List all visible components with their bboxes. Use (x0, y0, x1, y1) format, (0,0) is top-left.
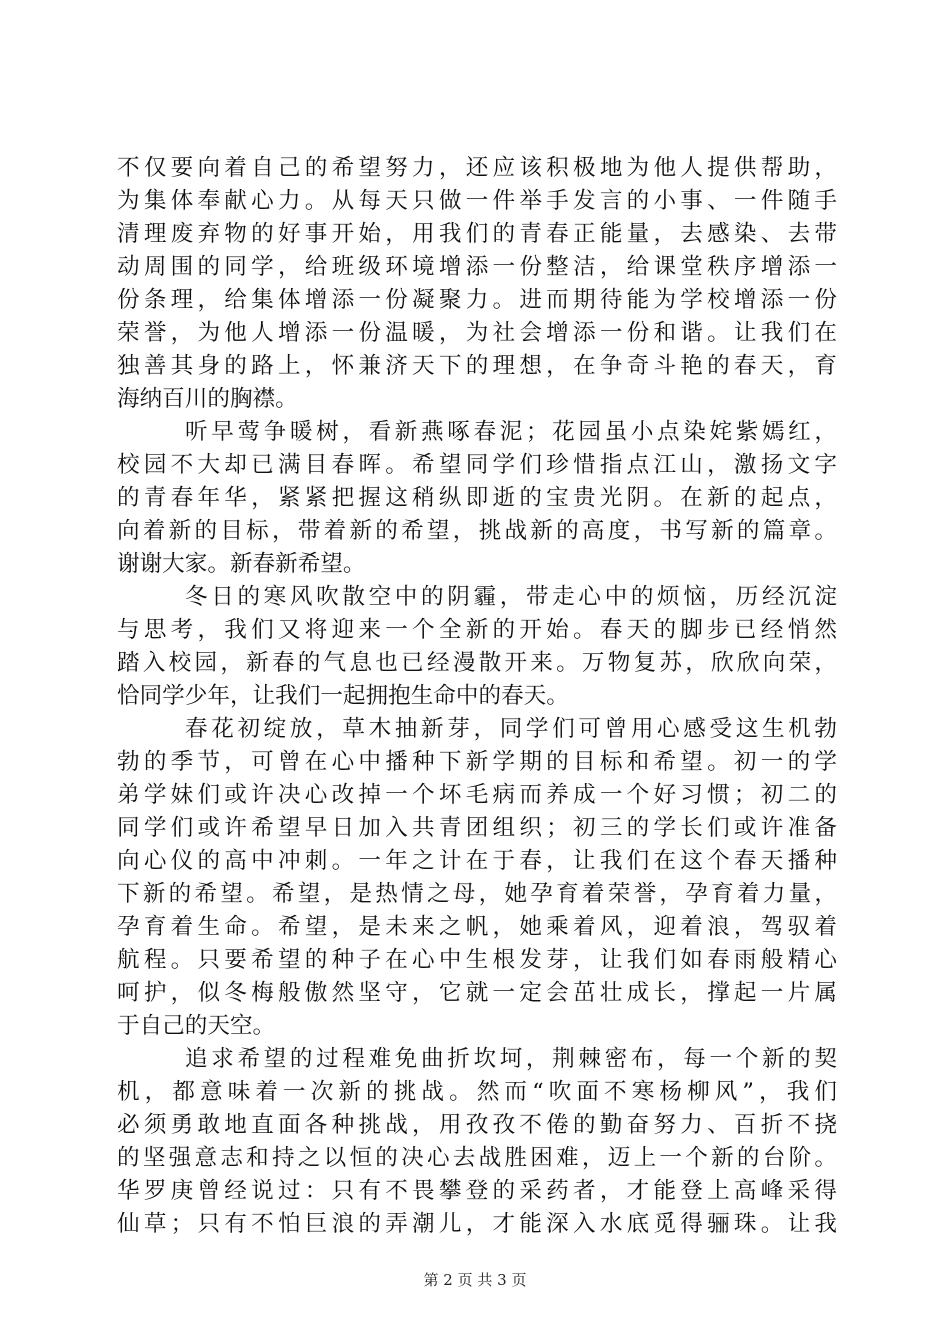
text-line: 仙草；只有不怕巨浪的弄潮儿，才能深入水底觅得骊珠。让我 (117, 1211, 837, 1237)
text-line: 动周围的同学，给班级环境增添一份整洁，给课堂秩序增添一 (117, 254, 837, 280)
text-line: 荣誉，为他人增添一份温暖，为社会增添一份和谐。让我们在 (117, 320, 837, 346)
text-line: 航程。只要希望的种子在心中生根发芽，让我们如春雨般精心 (117, 947, 837, 973)
text-line: 清理废弃物的好事开始，用我们的青春正能量，去感染、去带 (117, 221, 837, 247)
text-line: 独善其身的路上，怀兼济天下的理想，在争奇斗艳的春天，育 (117, 353, 837, 379)
text-line: 的青春年华，紧紧把握这稍纵即逝的宝贵光阴。在新的起点， (117, 485, 837, 511)
text-line: 勃的季节，可曾在心中播种下新学期的目标和希望。初一的学 (117, 749, 837, 775)
text-line: 校园不大却已满目春晖。希望同学们珍惜指点江山，激扬文字 (117, 452, 837, 478)
text-line: 华罗庚曾经说过：只有不畏攀登的采药者，才能登上高峰采得 (117, 1178, 837, 1204)
text-line: 听早莺争暖树，看新燕啄春泥；花园虽小点染姹紫嫣红， (185, 419, 837, 445)
text-line: 追求希望的过程难免曲折坎坷，荆棘密布，每一个新的契 (185, 1046, 837, 1072)
text-line: 海纳百川的胸襟。 (117, 386, 298, 412)
text-line: 冬日的寒风吹散空中的阴霾，带走心中的烦恼，历经沉淀 (185, 584, 837, 610)
text-line: 谢谢大家。新春新希望。 (117, 551, 366, 577)
text-line: 必须勇敢地直面各种挑战，用孜孜不倦的勤奋努力、百折不挠 (117, 1112, 837, 1138)
text-line: 弟学妹们或许决心改掉一个坏毛病而养成一个好习惯；初二的 (117, 782, 837, 808)
text-line: 孕育着生命。希望，是未来之帆，她乘着风，迎着浪，驾驭着 (117, 914, 837, 940)
text-line: 春花初绽放，草木抽新芽，同学们可曾用心感受这生机勃 (185, 716, 837, 742)
text-line: 同学们或许希望早日加入共青团组织；初三的学长们或许准备 (117, 815, 837, 841)
text-line: 机，都意味着一次新的挑战。然而“吹面不寒杨柳风”，我们 (117, 1079, 837, 1105)
page-footer (0, 1269, 950, 1290)
text-line: 踏入校园，新春的气息也已经漫散开来。万物复苏，欣欣向荣， (117, 650, 837, 676)
document-body (117, 152, 837, 1241)
text-line: 向心仪的高中冲刺。一年之计在于春，让我们在这个春天播种 (117, 848, 837, 874)
text-line: 与思考，我们又将迎来一个全新的开始。春天的脚步已经悄然 (117, 617, 837, 643)
text-line: 份条理，给集体增添一份凝聚力。进而期待能为学校增添一份 (117, 287, 837, 313)
text-line: 为集体奉献心力。从每天只做一件举手发言的小事、一件随手 (117, 188, 837, 214)
text-line: 不仅要向着自己的希望努力，还应该积极地为他人提供帮助， (117, 155, 837, 181)
text-line: 于自己的天空。 (117, 1013, 276, 1039)
text-line: 下新的希望。希望，是热情之母，她孕育着荣誉，孕育着力量， (117, 881, 837, 907)
page-number-label: 第 2 页 共 3 页 (423, 1271, 527, 1289)
text-line: 向着新的目标，带着新的希望，挑战新的高度，书写新的篇章。 (117, 518, 837, 544)
text-line: 的坚强意志和持之以恒的决心去战胜困难，迈上一个新的台阶。 (117, 1145, 837, 1171)
text-line: 恰同学少年，让我们一起拥抱生命中的春天。 (117, 683, 569, 709)
text-line: 呵护，似冬梅般傲然坚守，它就一定会茁壮成长，撑起一片属 (117, 980, 837, 1006)
